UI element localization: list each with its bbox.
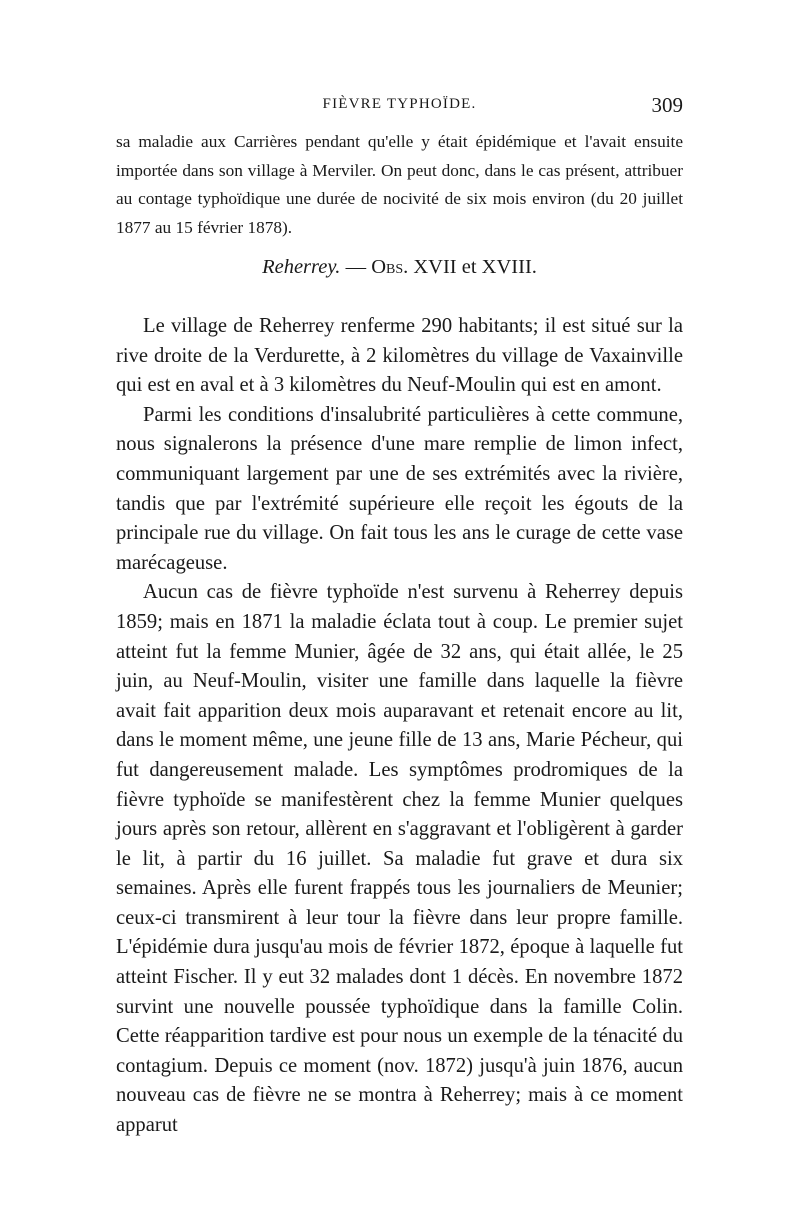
heading-obs-label: Obs. — [371, 256, 409, 278]
paragraph-village: Le village de Reherrey renferme 290 habitants; il est situé sur la rive droite de la Verdurette, à 2 kilomètres du village de Vaxainville qui est en aval et à 3 kilomètres du Neuf-Moulin qui est en amont. — [116, 315, 683, 397]
intro-paragraph: sa maladie aux Carrières pendant qu'elle y était épidémique et l'avait ensuite importée dans son village à Merviler. On peut donc, dans le cas présent, attribuer au contage typhoïdique une durée de nocivité de six mois environ (du 20 juillet 1877 au 15 février 1878). — [116, 132, 683, 237]
paragraph-insalubrity: Parmi les conditions d'insalubrité particulières à cette commune, nous signalerons la présence d'une mare remplie de limon infect, communiquant largement par une de ses extrémités avec la rivière, tandis que par l'extrémité supérieure elle reçoit les égouts de la principale rue du village. On fait tous les ans le curage de cette vase marécageuse. — [116, 403, 683, 574]
heading-place: Reherrey. — [262, 256, 341, 278]
running-head — [116, 93, 683, 122]
heading-obs-numbers: XVII et XVIII. — [413, 256, 537, 278]
running-title: FIÈVRE TYPHOÏDE. — [322, 96, 477, 112]
section-heading — [116, 256, 683, 279]
page-number: 309 — [651, 93, 683, 117]
body-text — [116, 312, 683, 1141]
paragraph-epidemic: Aucun cas de fièvre typhoïde n'est survenu à Reherrey depuis 1859; mais en 1871 la maladie éclata tout à coup. Le premier sujet atteint fut la femme Munier, âgée de 32 ans, qui était allée, le 25 juin, au Neuf-Moulin, visiter une famille dans laquelle la fièvre avait fait apparition deux mois auparavant et retenait encore au lit, dans le moment même, une jeune fille de 13 ans, Marie Pécheur, qui fut dangereusement malade. Les symptômes prodromiques de la fièvre typhoïde se manifestèrent chez la femme Munier quelques jours après son retour, allèrent en s'aggravant et l'obligèrent à garder le lit, à partir du 16 juillet. Sa maladie fut grave et dura six semaines. Après elle furent frappés tous les journaliers de Meunier; ceux-ci transmirent à leur tour la fièvre dans leur propre famille. L'épidémie dura jusqu'au mois de février 1872, époque à laquelle fut atteint Fischer. Il y eut 32 malades dont 1 décès. En novembre 1872 survint une nouvelle poussée typhoïdique dans la famille Colin. Cette réapparition tardive est pour nous un exemple de la ténacité du contagium. Depuis ce moment (nov. 1872) jusqu'à juin 1876, aucun nouveau cas de fièvre ne se montra à Reherrey; mais à ce moment apparut — [116, 581, 683, 1137]
heading-dash: — — [345, 256, 367, 278]
